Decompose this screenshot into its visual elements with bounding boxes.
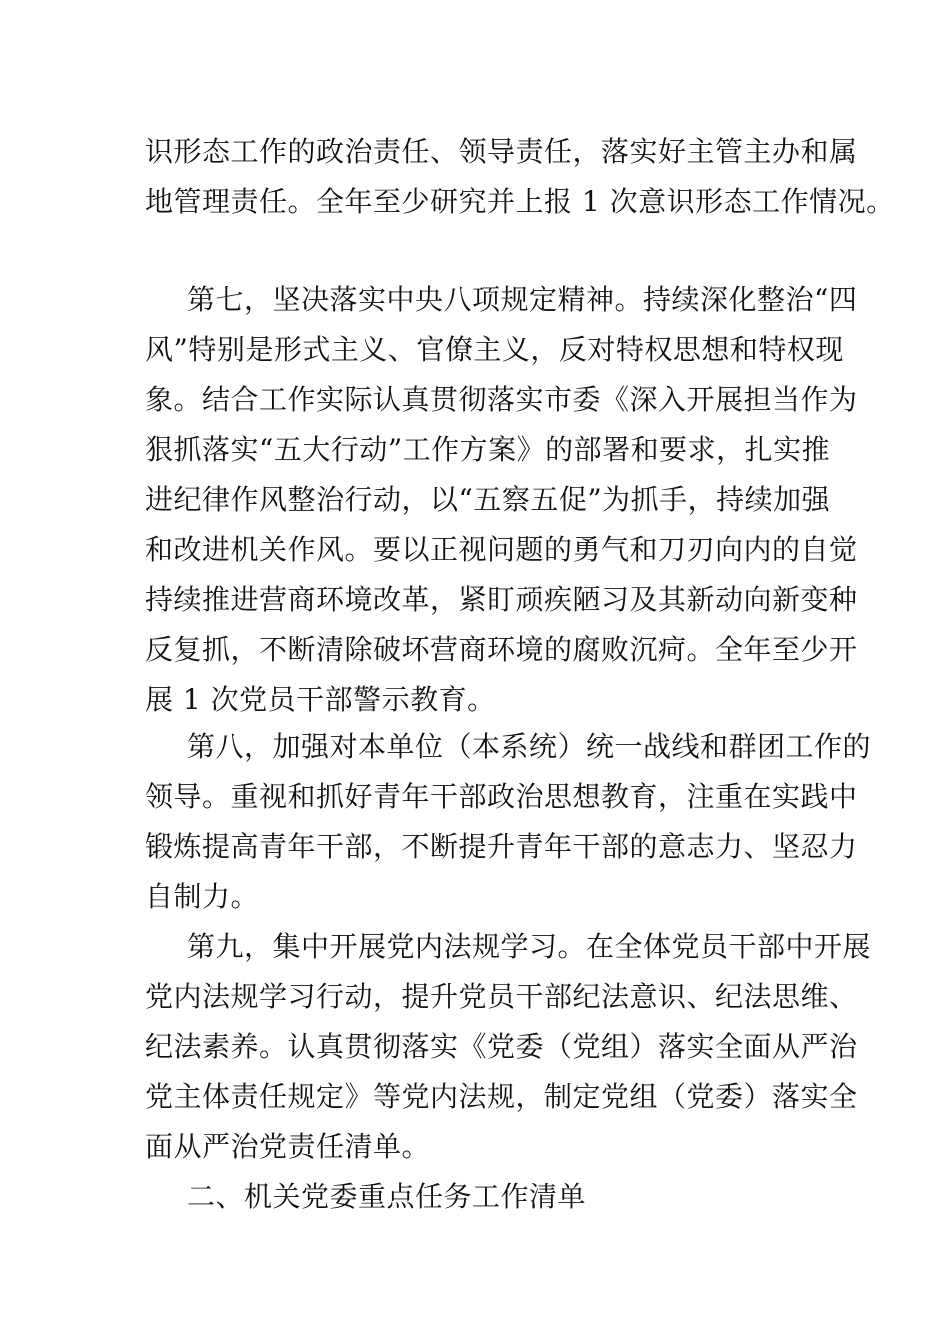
paragraph-line: 党内法规学习行动，提升党员干部纪法意识、纪法思维、 <box>145 980 858 1013</box>
section-heading <box>145 1172 815 1222</box>
paragraph-line: 反复抓，不断清除破坏营商环境的腐败沉疴。全年至少开 <box>145 633 858 666</box>
paragraph-line: 进纪律作风整治行动，以“五察五促”为抓手，持续加强 <box>145 483 831 516</box>
paragraph-item-7 <box>145 275 858 725</box>
paragraph-line: 第七，坚决落实中央八项规定精神。持续深化整治“四 <box>187 283 858 316</box>
paragraph-item-9 <box>145 922 872 1172</box>
paragraph-line: 面从严治党责任清单。 <box>145 1130 431 1163</box>
paragraph-line: 纪法素养。认真贯彻落实《党委（党组）落实全面从严治 <box>145 1030 858 1063</box>
paragraph-line: 第八，加强对本单位（本系统）统一战线和群团工作的 <box>187 730 872 763</box>
section-heading-text: 二、机关党委重点任务工作清单 <box>187 1180 587 1213</box>
paragraph-line: 狠抓落实“五大行动”工作方案》的部署和要求，扎实推 <box>145 433 831 466</box>
paragraph-line: 象。结合工作实际认真贯彻落实市委《深入开展担当作为 <box>145 383 858 416</box>
paragraph-line: 地管理责任。全年至少研究并上报 1 次意识形态工作情况。 <box>145 185 895 218</box>
paragraph-item-8 <box>145 722 872 922</box>
paragraph-line: 展 1 次党员干部警示教育。 <box>145 683 496 716</box>
paragraph-line: 持续推进营商环境改革，紧盯顽疾陋习及其新动向新变种 <box>145 583 858 616</box>
paragraph-line: 第九，集中开展党内法规学习。在全体党员干部中开展 <box>187 930 872 963</box>
paragraph-line: 领导。重视和抓好青年干部政治思想教育，注重在实践中 <box>145 780 858 813</box>
paragraph-line: 识形态工作的政治责任、领导责任，落实好主管主办和属 <box>145 135 858 168</box>
paragraph-line: 风”特别是形式主义、官僚主义，反对特权思想和特权现 <box>145 333 844 366</box>
paragraph-line: 和改进机关作风。要以正视问题的勇气和刀刃向内的自觉 <box>145 533 858 566</box>
paragraph-line: 自制力。 <box>145 880 260 913</box>
paragraph-line: 锻炼提高青年干部，不断提升青年干部的意志力、坚忍力 <box>145 830 858 863</box>
paragraph-line: 党主体责任规定》等党内法规，制定党组（党委）落实全 <box>145 1080 858 1113</box>
paragraph-ideology-continuation <box>145 127 895 227</box>
